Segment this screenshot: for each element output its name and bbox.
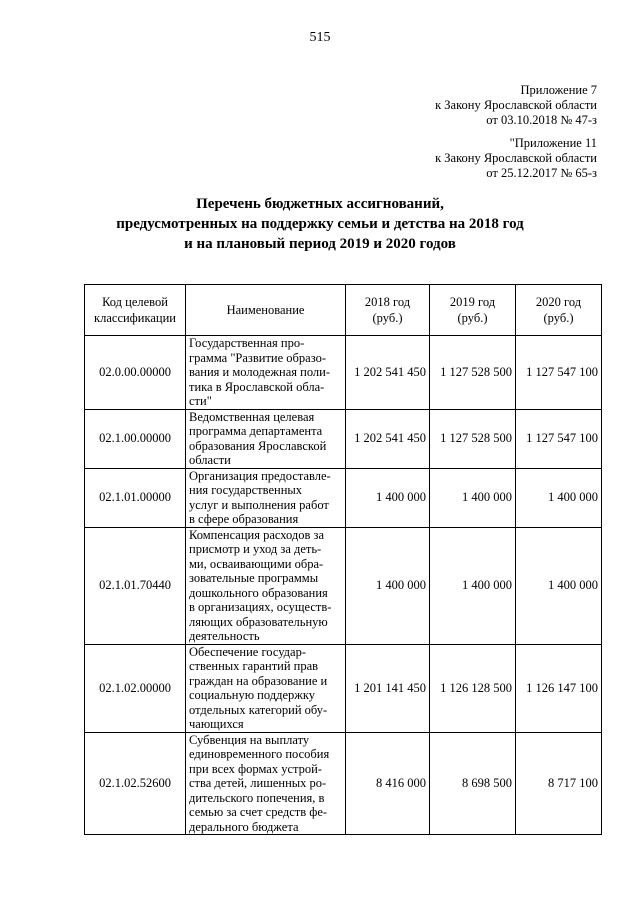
- cell-2020: 1 400 000: [516, 468, 602, 527]
- cell-name: [186, 468, 346, 527]
- table-row: [85, 409, 602, 468]
- cell-name-line: ляющих образовательную: [189, 614, 328, 629]
- cell-code: 02.0.00.00000: [85, 336, 186, 410]
- cell-2018: 1 202 541 450: [346, 409, 430, 468]
- cell-name-line: сти": [189, 394, 212, 408]
- cell-name: [186, 527, 346, 644]
- cell-name-line: области: [189, 453, 231, 467]
- cell-2019: 1 127 528 500: [430, 336, 516, 410]
- cell-name-line: услуг и выполнения работ: [189, 497, 329, 512]
- table-row: [85, 644, 602, 732]
- appendix-line: к Закону Ярославской области: [435, 98, 597, 112]
- cell-name: [186, 732, 346, 835]
- cell-name-line: Обеспечение государ-: [189, 644, 306, 659]
- cell-name: [186, 409, 346, 468]
- title-line: предусмотренных на поддержку семьи и детства на 2018 год: [116, 216, 524, 232]
- cell-2018: 1 202 541 450: [346, 336, 430, 410]
- cell-name-line: чающихся: [189, 717, 244, 731]
- cell-name-line: в организациях, осуществ-: [189, 600, 332, 614]
- cell-name-line: Организация предоставле-: [189, 468, 331, 483]
- cell-code: 02.1.02.52600: [85, 732, 186, 835]
- title-line: Перечень бюджетных ассигнований,: [196, 196, 444, 212]
- cell-2018: 1 201 141 450: [346, 644, 430, 732]
- cell-name-line: при всех формах устрой-: [189, 761, 322, 776]
- cell-name-line: ми, осваивающими обра-: [189, 556, 324, 571]
- appendix-reference-1: [435, 83, 597, 128]
- header-2018: 2018 год (руб.): [346, 285, 430, 336]
- cell-2019: 8 698 500: [430, 732, 516, 835]
- cell-name-line: Государственная про-: [189, 336, 305, 350]
- cell-name-line: отдельных категорий обу-: [189, 702, 328, 717]
- appendix-line: "Приложение 11: [509, 136, 597, 150]
- cell-name-line: образования Ярославской: [189, 438, 327, 453]
- table-row: [85, 732, 602, 835]
- cell-2018: 8 416 000: [346, 732, 430, 835]
- cell-name-line: семью за счет средств фе-: [189, 805, 328, 819]
- header-code: Код целевой классификации: [85, 285, 186, 336]
- cell-name-line: граждан на образование и: [189, 673, 328, 688]
- cell-name-line: ния государственных: [189, 483, 303, 497]
- cell-name: [186, 336, 346, 410]
- cell-code: 02.1.01.00000: [85, 468, 186, 527]
- cell-name-line: ства детей, лишенных ро-: [189, 776, 327, 790]
- table-row: [85, 336, 602, 410]
- appendix-reference-2: [435, 136, 597, 181]
- cell-2019: 1 400 000: [430, 468, 516, 527]
- cell-name-line: единовременного пособия: [189, 747, 330, 761]
- cell-code: 02.1.02.00000: [85, 644, 186, 732]
- cell-name-line: дительского попечения, в: [189, 790, 325, 805]
- table-row: [85, 468, 602, 527]
- cell-name-line: программа департамента: [189, 424, 323, 438]
- cell-name-line: Субвенция на выплату: [189, 732, 310, 747]
- budget-table: [84, 284, 602, 835]
- cell-name-line: тика в Ярославской обла-: [189, 379, 325, 394]
- appendix-line: от 03.10.2018 № 47-з: [486, 113, 597, 127]
- cell-name-line: Ведомственная целевая: [189, 409, 315, 424]
- page-number: 515: [309, 30, 331, 45]
- header-2019: 2019 год (руб.): [430, 285, 516, 336]
- cell-name-line: вания и молодежная поли-: [189, 365, 330, 379]
- cell-2018: 1 400 000: [346, 468, 430, 527]
- cell-2020: 1 127 547 100: [516, 409, 602, 468]
- appendix-line: Приложение 7: [520, 83, 597, 97]
- cell-name-line: социальную поддержку: [189, 688, 316, 702]
- cell-2018: 1 400 000: [346, 527, 430, 644]
- cell-code: 02.1.00.00000: [85, 409, 186, 468]
- cell-name: [186, 644, 346, 732]
- table-body: [85, 336, 602, 835]
- document-title: [0, 194, 640, 254]
- cell-2020: 1 126 147 100: [516, 644, 602, 732]
- cell-name-line: присмотр и уход за деть-: [189, 542, 322, 556]
- appendix-line: к Закону Ярославской области: [435, 151, 597, 165]
- cell-name-line: дерального бюджета: [189, 819, 299, 834]
- appendix-line: от 25.12.2017 № 65-з: [486, 166, 597, 180]
- cell-2020: 1 127 547 100: [516, 336, 602, 410]
- cell-name-line: в сфере образования: [189, 512, 299, 526]
- cell-2019: 1 127 528 500: [430, 409, 516, 468]
- header-2020: 2020 год (руб.): [516, 285, 602, 336]
- cell-code: 02.1.01.70440: [85, 527, 186, 644]
- title-line: и на плановый период 2019 и 2020 годов: [184, 236, 456, 252]
- header-name: Наименование: [186, 285, 346, 336]
- cell-name-line: зовательные программы: [189, 571, 319, 585]
- cell-name-line: грамма "Развитие образо-: [189, 350, 326, 365]
- cell-2019: 1 126 128 500: [430, 644, 516, 732]
- cell-name-line: Компенсация расходов за: [189, 527, 325, 542]
- cell-2019: 1 400 000: [430, 527, 516, 644]
- cell-name-line: ственных гарантий прав: [189, 659, 319, 673]
- table-header-row: [85, 285, 602, 336]
- cell-2020: 1 400 000: [516, 527, 602, 644]
- cell-name-line: деятельность: [189, 629, 260, 643]
- table-row: [85, 527, 602, 644]
- cell-name-line: дошкольного образования: [189, 585, 328, 600]
- cell-2020: 8 717 100: [516, 732, 602, 835]
